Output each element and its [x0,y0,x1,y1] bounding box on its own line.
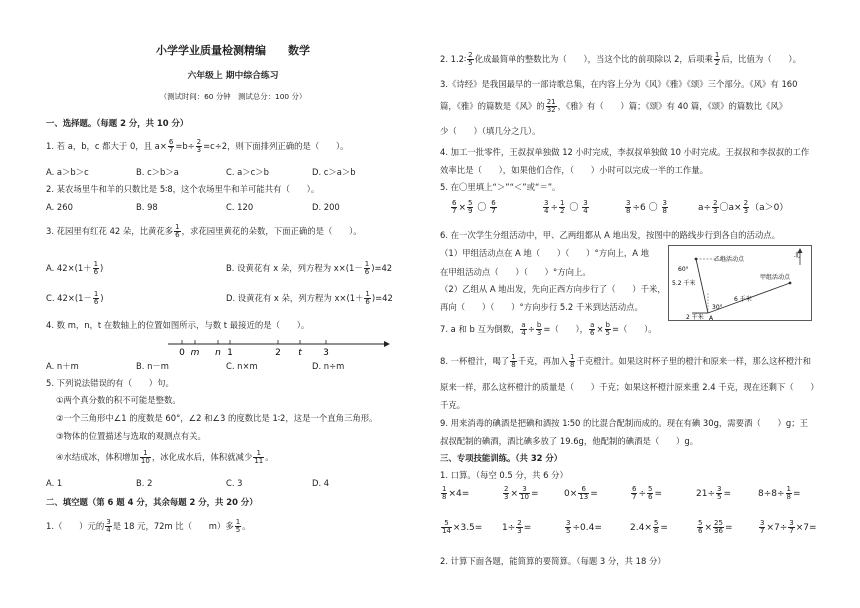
fraction: $\frac{21}{32}$ [546,98,556,114]
tick-label: t [298,348,302,358]
q5-option-b[interactable]: B. 2 [136,478,153,488]
q1-option-c[interactable]: C. a＞c＞b [226,167,269,177]
q2-option-c[interactable]: C. 120 [226,202,254,212]
fill-question-3-line-1: 3.《诗经》是我国最早的一部诗歌总集，在内容上分为《风》《雅》《颂》三个部分。《风》有 160 [440,79,798,89]
label-yi: 乙组活动点 [714,256,745,263]
compare-circle: 〇 [477,203,487,213]
q5-option-d[interactable]: D. 4 [312,478,330,488]
section-skills-heading: 三、专项技能训练。（共 32 分） [440,453,563,463]
north-label: 北 [794,252,801,259]
fill-question-5-stem: 5. 在〇里填上“＞”“＜”或“＝”。 [440,182,561,192]
q4-option-d[interactable]: D. n÷m [312,361,345,371]
question-4-stem: 4. 数 m，n，t 在数轴上的位置如图所示，与数 t 最接近的是（ ）。 [46,320,310,330]
tick-label: 3 [323,348,329,358]
oral-calc-item[interactable]: $\frac{3}{7}$ ×7÷ $\frac{3}{7}$ ×7= [760,519,817,535]
fill-question-4-line-1: 4. 加工一批零件，王叔叔单独做 12 小时完成，李叔叔单独做 10 小时完成。王叔叔和李叔叔的工作 [440,147,810,157]
q3-option-d[interactable]: D. 设黄花有 x 朵，列方程为 x×(1＋ $\frac{1}{6}$ )=42 [226,290,393,306]
q5-option-c[interactable]: C. 3 [226,478,243,488]
oral-calc-item[interactable]: 8÷8÷ $\frac{1}{8}$ = [758,485,801,501]
oral-calc-item[interactable]: $\frac{2}{3}$ × $\frac{3}{10}$ = [504,485,539,501]
fill-question-6-line-2[interactable]: 在甲组活动点（ ）（ ）°方向上。 [440,267,591,277]
oral-calc-item[interactable]: 21÷ $\frac{3}{5}$ = [696,485,732,501]
fill-question-3-line-3[interactable]: 少（ ）（填几分之几）。 [440,126,541,136]
fill-question-9-line-2[interactable]: 叔叔配制的碘酒，酒比碘多放了 19.6g，他配制的碘酒是（ ）g。 [440,436,699,446]
fraction: $\frac{1}{2}$ [714,51,720,67]
q1-option-a[interactable]: A. a＞b＞c [46,167,89,177]
fill-question-8-line-2[interactable]: 原来一样，那么这杯橙汁的质量是（ ）千克；如果这杯橙汁原来重 2.4 千克，现在还剩下（ ） [440,382,819,392]
fraction: $\frac{1}{6}$ [175,223,180,239]
label-angle-30: 30° [712,304,723,311]
section-fill-heading: 二、填空题（第 6 题 4 分，其余每题 2 分，共 20 分） [46,497,258,507]
compare-item-2[interactable]: $\frac{3}{4}$ ÷ $\frac{1}{2}$ 〇 $\frac{3}{4}$ [544,199,588,215]
question-1-stem: 1. 若 a，b，c 都大于 0，且 a× $\frac{6}{7}$ =b÷ $\frac{2}{3}$ =c÷2，则下面排列正确的是（ ）。 [46,138,349,154]
q5-statement-1: ①两个真分数的积不可能是整数。 [56,395,181,405]
tick-label: n [215,348,221,358]
label-jia: 甲组活动点 [760,274,791,281]
q4-option-b[interactable]: B. n－m [136,361,169,371]
fill-question-1[interactable]: 1.（ ）元的 $\frac{3}{4}$ 是 18 元，72m 比（ m）多 $\frac{1}{5}$ 。 [46,518,251,534]
compare-item-1[interactable]: $\frac{6}{7}$ × $\frac{5}{9}$ 〇 $\frac{6}{7}$ [452,199,496,215]
q2-option-a[interactable]: A. 260 [46,202,73,212]
compare-circle: 〇 [569,203,579,213]
q1-option-b[interactable]: B. c＞b＞a [136,167,179,177]
page-title: 小学学业质量检测精编 数学 [156,44,310,57]
section-choice-heading: 一、选择题。（每题 2 分，共 10 分） [46,118,189,128]
fill-question-8-line-3: 千克。 [440,400,466,410]
fraction: $\frac{3}{4}$ [106,518,111,534]
tick-label: 0 [179,348,185,358]
compare-item-3[interactable]: $\frac{3}{8}$ ÷6 〇 $\frac{3}{8}$ [626,199,667,215]
page-subtitle: 六年级上 期中综合练习 [187,71,279,81]
point-jia [789,282,792,285]
fraction: $\frac{2}{3}$ [196,138,202,154]
q2-option-b[interactable]: B. 98 [136,202,158,212]
q3-option-a[interactable]: A. 42×(1＋ $\frac{1}{6}$ ) [46,260,104,276]
tick-label: m [190,348,200,358]
label-angle-60: 60° [678,266,689,273]
test-meta: （测试时间：60 分钟 测试总分：100 分） [159,92,307,101]
point-yi [695,258,698,261]
oral-calc-item[interactable]: 2.4× $\frac{5}{8}$ = [630,519,668,535]
q3-option-b[interactable]: B. 设黄花有 x 朵，列方程为 x×(1－ $\frac{1}{6}$ )=42 [226,260,393,276]
fill-question-2[interactable]: 2. 1.2∶ $\frac{2}{5}$ 化成最简单的整数比为（ ），当这个比的前项除以 2，后项乘 $\frac{1}{2}$ 后，比值为（ ）。 [440,51,801,67]
oral-calc-item[interactable]: $\frac{6}{7}$ ÷ $\frac{5}{6}$ = [632,485,663,501]
fraction: $\frac{1}{10}$ [140,449,150,465]
fill-question-7[interactable]: 7. a 和 b 互为倒数， $\frac{a}{4}$ ÷ $\frac{b}{3}$ =（ ）， $\frac{a}{6}$ × $\frac{b}{5}$ =（ ）。 [440,321,657,337]
oral-calc-item[interactable]: $\frac{1}{8}$ ×4= [442,485,470,501]
fill-question-4-line-2[interactable]: 效率比是（ ），如果他们合作，（ ）小时可以完成一半的工作量。 [440,165,708,175]
q4-option-a[interactable]: A. n＋m [46,361,79,371]
calc-stem: 2. 计算下面各题，能简算的要简算。（每题 3 分，共 18 分） [440,556,666,566]
q4-option-c[interactable]: C. n×m [226,361,258,371]
q3-option-c[interactable]: C. 42×(1－ $\frac{1}{6}$ ) [46,290,104,306]
label-a: A [709,315,714,321]
fraction: $\frac{6}{7}$ [168,138,174,154]
question-3-stem: 3. 花园里有红花 42 朵，比黄花多 $\frac{1}{6}$ ，求花园里黄花的朵数，下面正确的是（ ）。 [46,223,362,239]
label-6km: 6 千米 [734,296,752,303]
question-5-stem: 5. 下列说法错误的有（ ）句。 [46,378,174,388]
q5-statement-2: ②一个三角形中∠1 的度数是 60°，∠2 和∠3 的度数比是 1∶2，这是一个直角三角形。 [56,413,378,423]
route-diagram [668,245,812,321]
compare-circle: 〇 [648,203,658,213]
question-2-stem: 2. 某农场里牛和羊的只数比是 5∶8，这个农场里牛和羊可能共有（ ）。 [46,184,320,194]
label-2km: 2 千米 [686,314,704,321]
oral-calc-stem: 1. 口算。（每空 0.5 分，共 6 分） [440,470,568,480]
oral-calc-item[interactable]: $\frac{5}{6}$ × $\frac{25}{36}$ = [698,519,733,535]
q2-option-d[interactable]: D. 200 [312,202,340,212]
label-5-2km: 5.2 千米 [672,280,696,287]
oral-calc-item[interactable]: 0× $\frac{6}{13}$ = [564,485,598,501]
fill-question-3-line-2[interactable]: 篇，《雅》的篇数是《风》的 $\frac{21}{32}$ ，《雅》有（ ）篇；《颂》有 40 篇，《颂》的篇数比《风》 [440,98,788,114]
fill-question-6-line-1[interactable]: （1）甲组活动点在 A 地（ ）（ ）°方向上，A 地 [440,248,650,258]
fill-question-9-line-1[interactable]: 9. 用来消毒的碘酒是把碘和酒按 1∶50 的比混合配制而成的。现在有碘 30g，需要酒（ ）g；王 [440,418,808,428]
q1-option-d[interactable]: D. c＞a＞b [312,167,356,177]
arrow-right-icon [384,341,390,347]
q5-statement-3: ③物体的位置描述与选取的观测点有关。 [56,431,206,441]
number-line [162,336,392,358]
oral-calc-item[interactable]: 1÷ $\frac{2}{3}$ = [502,519,532,535]
fill-question-6-line-4[interactable]: 再向（ ）（ ）°方向步行 5.2 千米到达活动点。 [440,302,643,312]
fill-question-8-line-1: 8. 一杯橙汁，喝了 $\frac{1}{8}$ 千克，再加入 $\frac{1}{8}$ 千克橙汁。如果这时杯子里的橙汁和原来一样，那么这杯橙汁和 [440,353,811,369]
fill-question-6-line-3[interactable]: （2）乙组从 A 地出发，先向正西方向步行了（ ）千米， [440,284,666,294]
fraction: $\frac{2}{5}$ [468,51,473,67]
q5-option-a[interactable]: A. 1 [46,478,63,488]
fill-question-6-stem: 6. 在一次学生分组活动中，甲、乙两组都从 A 地出发，按图中的路线步行到各自的活动点。 [440,230,780,240]
fraction: $\frac{1}{11}$ [254,449,264,465]
fraction: $\frac{1}{5}$ [235,518,241,534]
q5-statement-4: ④水结成冰，体积增加 $\frac{1}{10}$ ，冰化成水后，体积就减少 $\frac{1}{11}$ 。 [56,449,274,465]
compare-item-4[interactable]: a÷ $\frac{2}{3}$ 〇a× $\frac{2}{3}$ （a＞0） [698,199,789,215]
oral-calc-item[interactable]: $\frac{5}{14}$ ×3.5= [442,519,483,535]
tick-label: 2 [275,348,281,358]
tick-label: 1 [227,348,233,358]
oral-calc-item[interactable]: $\frac{3}{5}$ ÷0.4= [566,519,602,535]
